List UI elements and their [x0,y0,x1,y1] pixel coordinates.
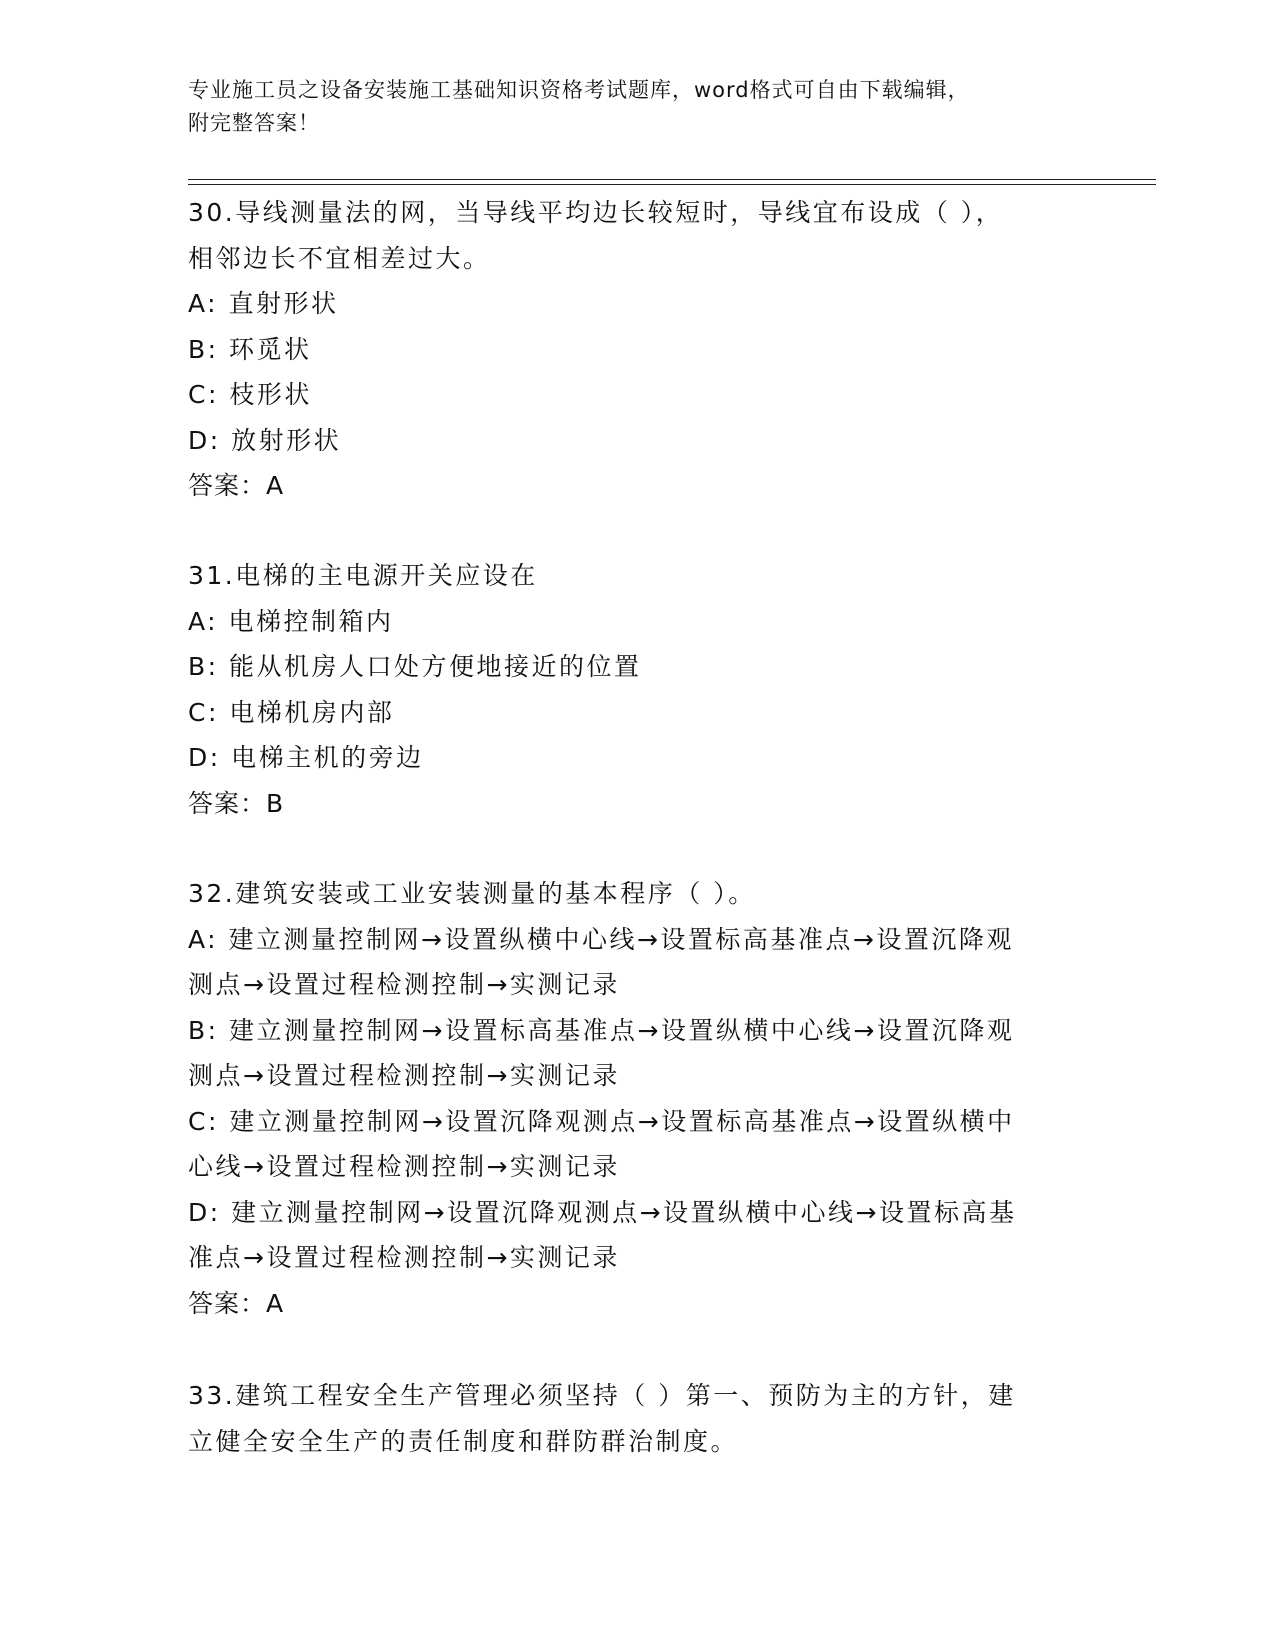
option-d: D: 电梯主机的旁边 [188,743,424,772]
question-stem-line: 30.导线测量法的网，当导线平均边长较短时，导线宜布设成（ ）， [188,198,1004,227]
question-31 [188,553,1088,826]
option-d-line-1: D: 建立测量控制网→设置沉降观测点→设置纵横中心线→设置标高基 [188,1197,1017,1227]
option-c-line-2: 心线→设置过程检测控制→实测记录 [188,1152,620,1181]
question-32 [188,871,1088,1326]
answer: 答案：A [188,471,285,500]
option-d-line-2: 准点→设置过程检测控制→实测记录 [188,1243,620,1272]
question-stem-line: 立健全安全生产的责任制度和群防群治制度。 [188,1426,739,1456]
document-header [188,74,1088,140]
option-b-line-2: 测点→设置过程检测控制→实测记录 [188,1061,620,1090]
answer: 答案：A [188,1288,285,1318]
answer: 答案：B [188,788,285,818]
option-b: B: 环觅状 [188,334,312,364]
option-b: B: 能从机房人口处方便地接近的位置 [188,652,642,681]
header-divider-top [188,179,1156,180]
option-d: D: 放射形状 [188,425,342,455]
header-line-1: 专业施工员之设备安装施工基础知识资格考试题库，word格式可自由下载编辑， [188,78,970,102]
question-stem-line: 相邻边长不宜相差过大。 [188,243,491,273]
option-c-line-1: C: 建立测量控制网→设置沉降观测点→设置标高基准点→设置纵横中 [188,1106,1015,1136]
question-33 [188,1373,1088,1464]
option-a-line-2: 测点→设置过程检测控制→实测记录 [188,970,620,999]
option-b-line-1: B: 建立测量控制网→设置标高基准点→设置纵横中心线→设置沉降观 [188,1015,1015,1045]
header-line-2: 附完整答案！ [188,111,320,135]
header-divider-bottom [188,184,1156,185]
question-30 [188,190,1088,509]
question-stem-line: 31.电梯的主电源开关应设在 [188,561,538,590]
option-a-line-1: A: 建立测量控制网→设置纵横中心线→设置标高基准点→设置沉降观 [188,924,1014,954]
question-stem-line: 32.建筑安装或工业安装测量的基本程序（ ）。 [188,879,756,908]
option-c: C: 枝形状 [188,380,312,409]
option-a: A: 直射形状 [188,289,339,318]
question-stem-line: 33.建筑工程安全生产管理必须坚持（ ）第一、预防为主的方针，建 [188,1381,1016,1410]
option-a: A: 电梯控制箱内 [188,606,394,636]
option-c: C: 电梯机房内部 [188,697,395,727]
